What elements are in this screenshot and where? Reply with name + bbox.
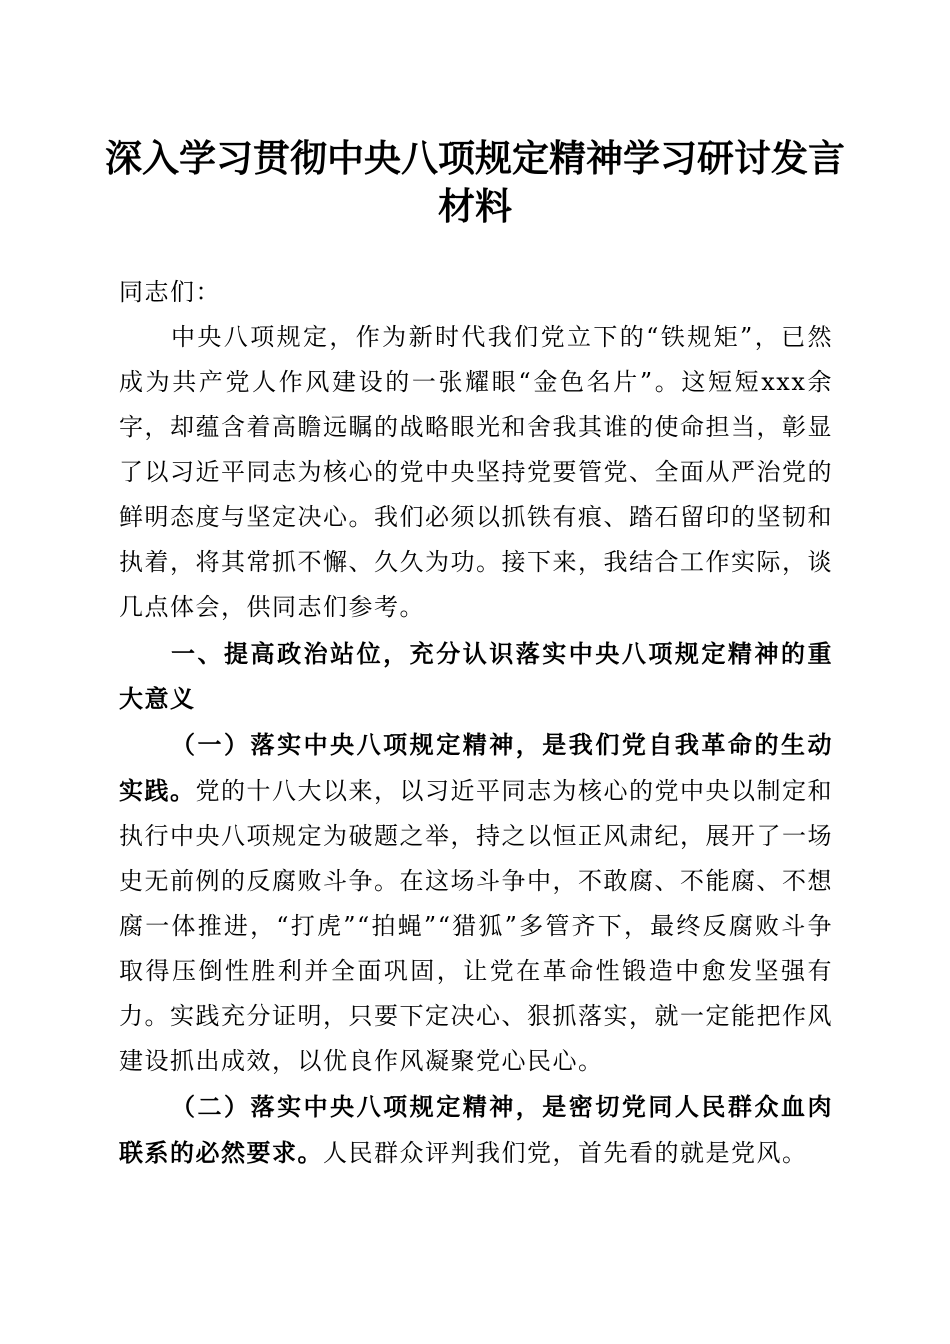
title-line-2: 材料 bbox=[438, 184, 512, 228]
document-body bbox=[119, 270, 833, 1176]
subsection-1-title: （一）落实中央八项规定精神，是我们党自我革命的生动实践。 bbox=[119, 730, 833, 805]
subsection-2-text: 人民群众评判我们党，首先看的就是党风。 bbox=[323, 1139, 808, 1167]
subsection-1-text: 党的十八大以来，以习近平同志为核心的党中央以制定和执行中央八项规定为破题之举，持之以恒正风肃纪，展开了一场史无前例的反腐败斗争。在这场斗争中，不敢腐、不能腐、不想腐一体推进，“打虎”“拍蝇”“猎狐”多管齐下，最终反腐败斗争取得压倒性胜利并全面巩固，让党在革命性锻造中愈发坚强有力。实践充分证明，只要下定决心、狠抓落实，就一定能把作风建设抓出成效，以优良作风凝聚党心民心。 bbox=[119, 777, 833, 1075]
document-title bbox=[100, 134, 850, 230]
section-1-heading: 一、提高政治站位，充分认识落实中央八项规定精神的重大意义 bbox=[119, 640, 833, 713]
subsection-2-title: （二）落实中央八项规定精神，是密切党同人民群众血肉联系的必然要求。 bbox=[119, 1092, 833, 1167]
subsection-1-paragraph bbox=[119, 722, 833, 1084]
intro-paragraph: 中央八项规定，作为新时代我们党立下的“铁规矩”，已然成为共产党人作风建设的一张耀眼“金色名片”。这短短xxx余字，却蕴含着高瞻远瞩的战略眼光和舍我其谁的使命担当，彰显了以习近平同志为核心的党中央坚持党要管党、全面从严治党的鲜明态度与坚定决心。我们必须以抓铁有痕、踏石留印的坚韧和执着，将其常抓不懈、久久为功。接下来，我结合工作实际，谈几点体会，供同志们参考。 bbox=[119, 323, 833, 621]
subsection-2-paragraph bbox=[119, 1084, 833, 1176]
salutation: 同志们： bbox=[119, 278, 221, 306]
title-line-1: 深入学习贯彻中央八项规定精神学习研讨发言 bbox=[105, 136, 845, 180]
